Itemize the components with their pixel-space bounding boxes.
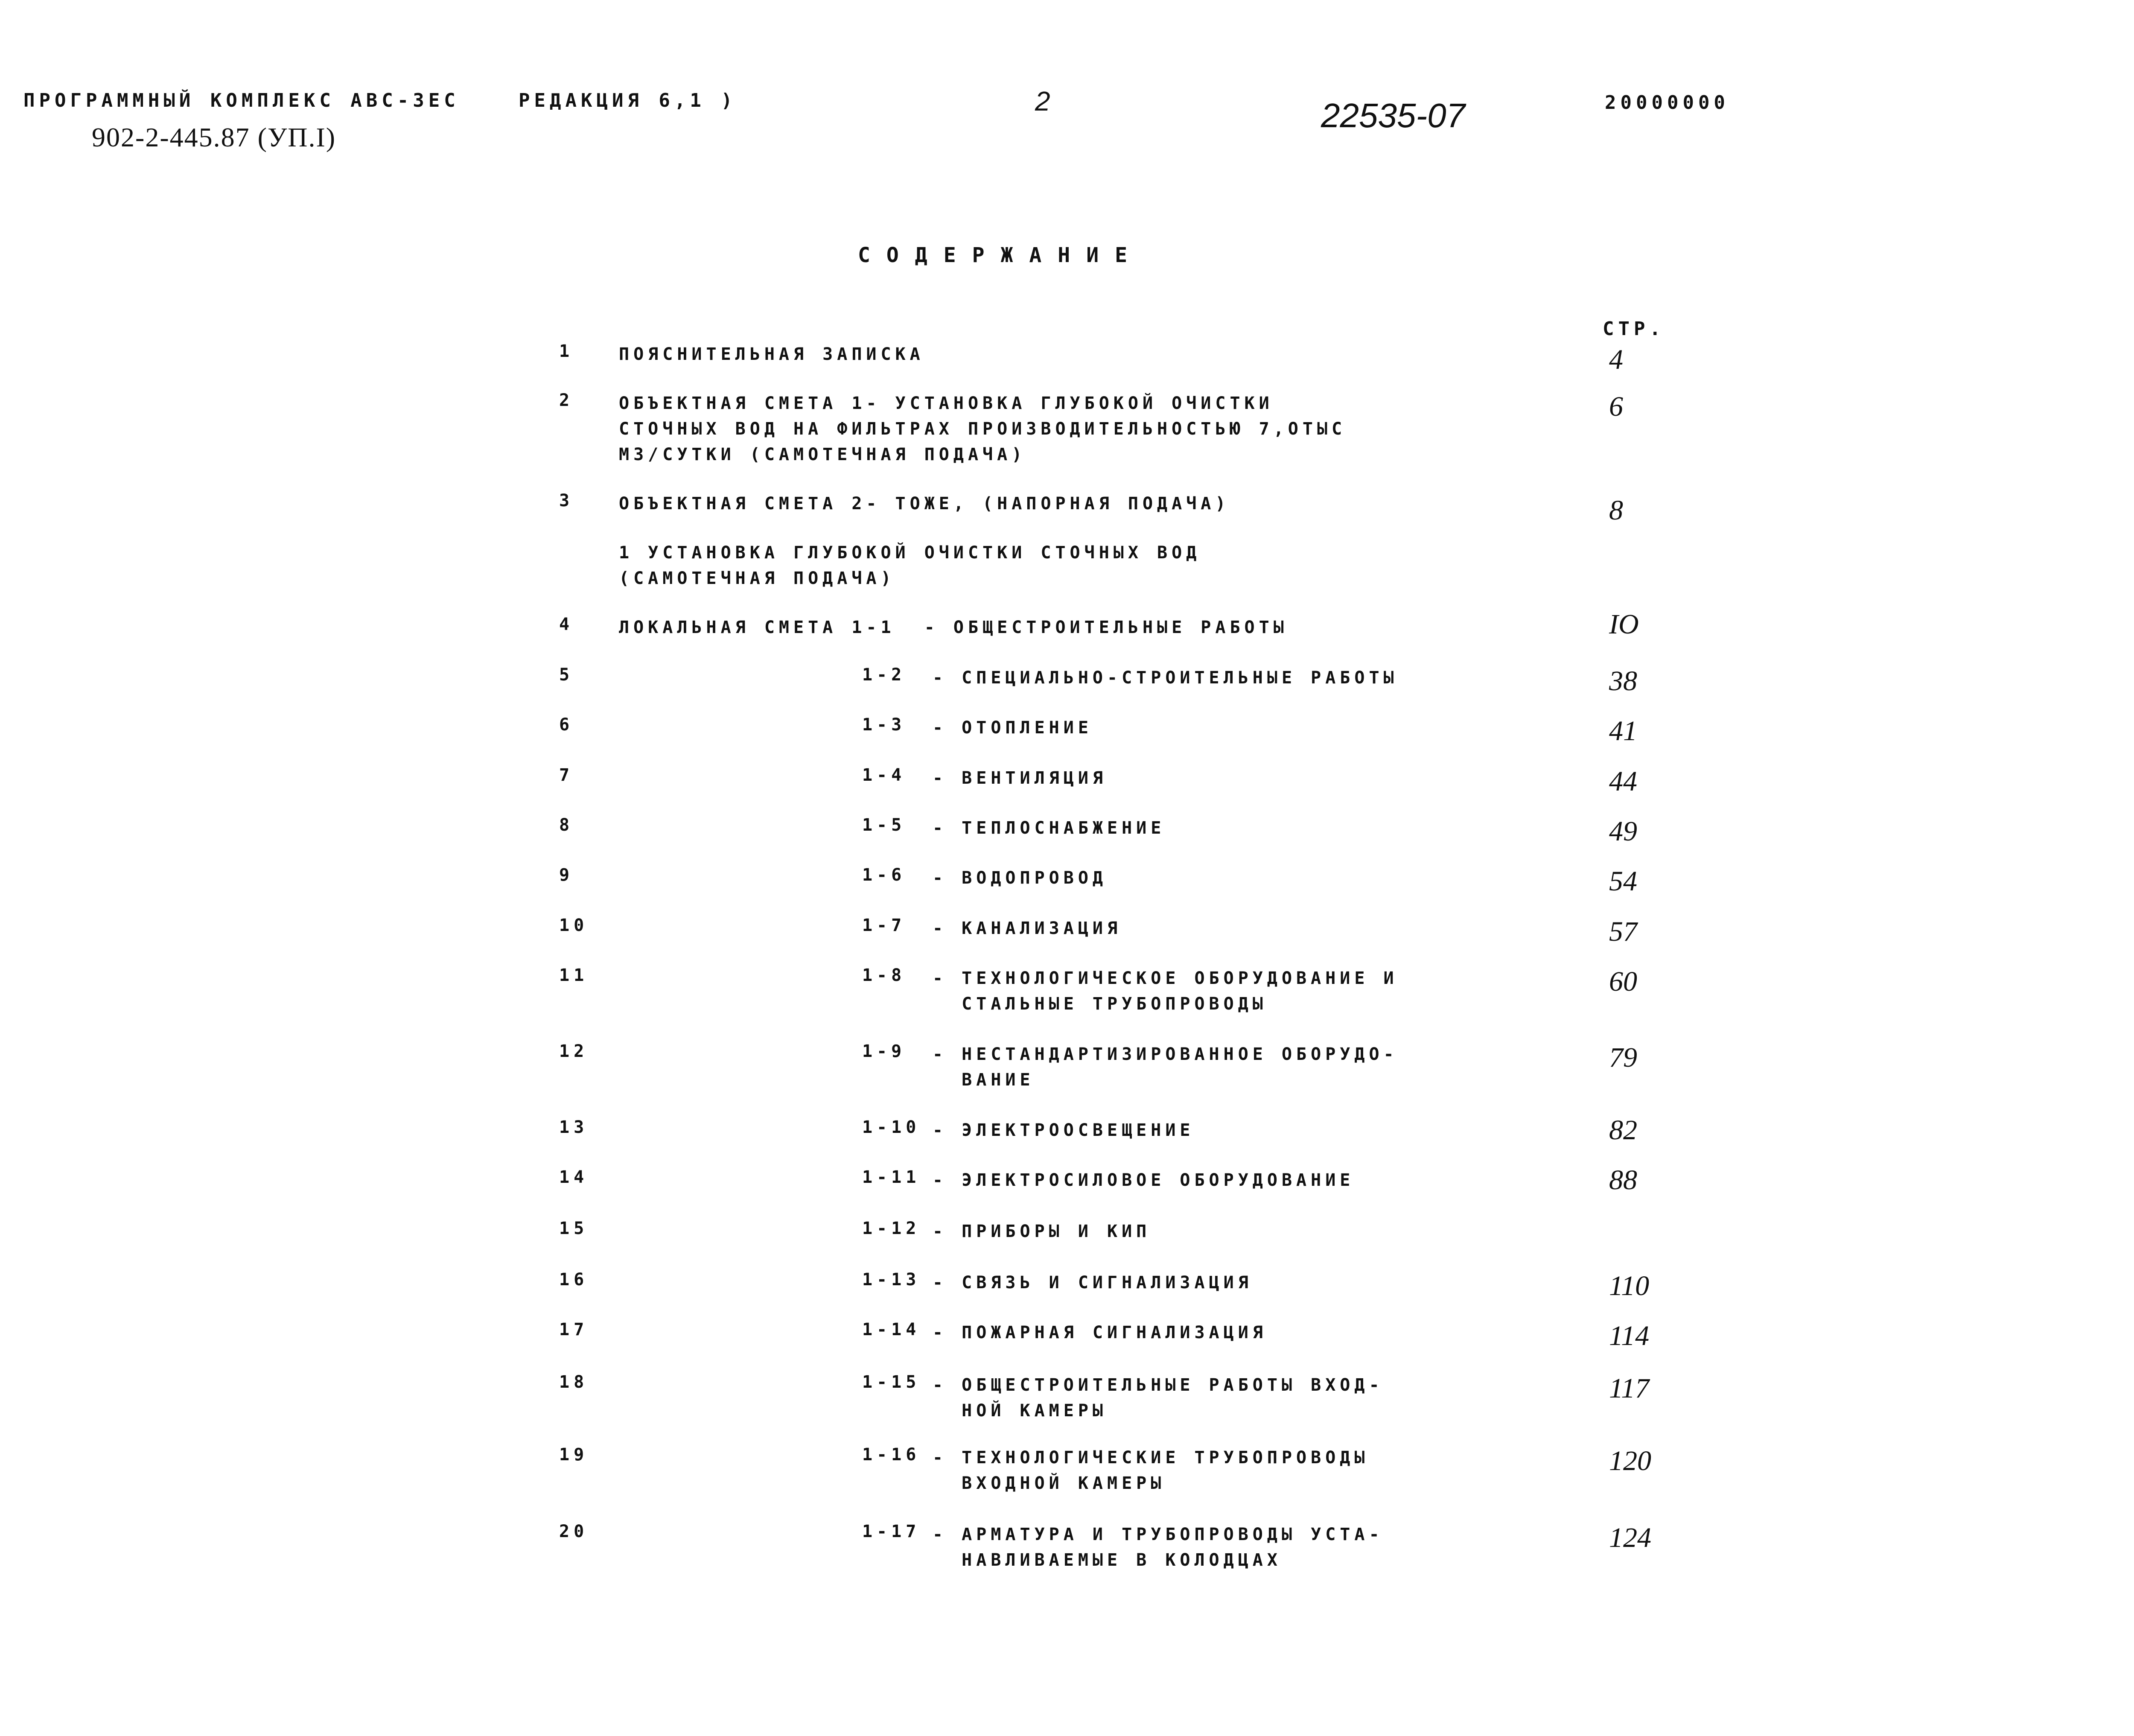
entry-code: 1-17 — [862, 1522, 921, 1541]
entry-number: 17 — [559, 1320, 589, 1339]
document-code: 20000000 — [1605, 92, 1729, 114]
entry-title: - ОБЩЕСТРОИТЕЛЬНЫЕ РАБОТЫ ВХОД- НОЙ КАМЕРЫ — [933, 1375, 1384, 1421]
entry-code: 1-13 — [862, 1270, 921, 1290]
entry-number: 16 — [559, 1270, 589, 1290]
entry-number: 9 — [559, 865, 574, 885]
entry-title: ЛОКАЛЬНАЯ СМЕТА 1-1 - ОБЩЕСТРОИТЕЛЬНЫЕ РАБОТЫ — [619, 618, 1288, 637]
entry-number: 13 — [559, 1117, 589, 1137]
entry-code: 1-10 — [862, 1117, 921, 1137]
entry-page: 79 — [1609, 1042, 1637, 1073]
entry-page: 60 — [1609, 966, 1637, 997]
entry-number: 5 — [559, 665, 574, 685]
entry-title: ОБЪЕКТНАЯ СМЕТА 1- УСТАНОВКА ГЛУБОКОЙ ОЧИСТКИ СТОЧНЫХ ВОД НА ФИЛЬТРАХ ПРОИЗВОДИТЕЛЬНОСТЬЮ 7,ОТЫС М3/СУТКИ (САМОТЕЧНАЯ ПОДАЧА) — [619, 394, 1347, 464]
entry-title: - КАНАЛИЗАЦИЯ — [933, 919, 1122, 938]
entry-code: 1-15 — [862, 1372, 921, 1392]
entry-code: 1-16 — [862, 1445, 921, 1465]
entry-page: 88 — [1609, 1164, 1637, 1196]
entry-code: 1-11 — [862, 1167, 921, 1187]
entry-page: 117 — [1609, 1373, 1650, 1404]
edition-label: РЕДАКЦИЯ 6,1 ) — [519, 90, 737, 111]
entry-title: ПОЯСНИТЕЛЬНАЯ ЗАПИСКА — [619, 344, 924, 364]
entry-number: 20 — [559, 1522, 589, 1541]
entry-title: - ТЕХНОЛОГИЧЕСКОЕ ОБОРУДОВАНИЕ И СТАЛЬНЫЕ ТРУБОПРОВОДЫ — [933, 969, 1398, 1014]
entry-number: 7 — [559, 765, 574, 785]
entry-title: ОБЪЕКТНАЯ СМЕТА 2- ТОЖЕ, (НАПОРНАЯ ПОДАЧА) — [619, 494, 1230, 514]
entry-code: 1-3 — [862, 715, 906, 735]
entry-number: 2 — [559, 391, 574, 410]
entry-number: 8 — [559, 815, 574, 835]
entry-number: 4 — [559, 615, 574, 634]
entry-title: - ПОЖАРНАЯ СИГНАЛИЗАЦИЯ — [933, 1323, 1267, 1342]
entry-code: 1-6 — [862, 865, 906, 885]
entry-page: 38 — [1609, 665, 1637, 697]
entry-page: 114 — [1609, 1320, 1650, 1351]
entry-number: 6 — [559, 715, 574, 735]
entry-number: 15 — [559, 1219, 589, 1238]
entry-page: 44 — [1609, 766, 1637, 797]
entry-code: 1-4 — [862, 765, 906, 785]
entry-number: 11 — [559, 966, 589, 985]
entry-title: - СПЕЦИАЛЬНО-СТРОИТЕЛЬНЫЕ РАБОТЫ — [933, 668, 1398, 688]
entry-page: 8 — [1609, 495, 1623, 526]
entry-page: 110 — [1609, 1270, 1650, 1301]
entry-code: 1-8 — [862, 966, 906, 985]
entry-title: - СВЯЗЬ И СИГНАЛИЗАЦИЯ — [933, 1273, 1253, 1293]
entry-page: 4 — [1609, 344, 1623, 375]
entry-number: 14 — [559, 1167, 589, 1187]
entry-number: 18 — [559, 1372, 589, 1392]
entry-number: 12 — [559, 1042, 589, 1061]
document-number: 22535-07 — [1321, 96, 1466, 134]
entry-code: 1-7 — [862, 916, 906, 935]
entry-page: 49 — [1609, 816, 1637, 847]
entry-title: - ОТОПЛЕНИЕ — [933, 718, 1093, 738]
entry-title: - ВЕНТИЛЯЦИЯ — [933, 768, 1107, 788]
program-name: ПРОГРАММНЫЙ КОМПЛЕКС АВС-3ЕС — [23, 90, 460, 111]
entry-code: 1-2 — [862, 665, 906, 685]
page-column-header: СТР. — [1603, 318, 1665, 340]
entry-page: IO — [1609, 609, 1639, 640]
entry-code: 1-14 — [862, 1320, 921, 1339]
entry-page: 124 — [1609, 1522, 1651, 1553]
entry-title: - ВОДОПРОВОД — [933, 868, 1107, 888]
section-title: 1 УСТАНОВКА ГЛУБОКОЙ ОЧИСТКИ СТОЧНЫХ ВОД (САМОТЕЧНАЯ ПОДАЧА) — [619, 543, 1201, 588]
page-title: СОДЕРЖАНИЕ — [858, 243, 1143, 267]
entry-title: - ЭЛЕКТРООСВЕЩЕНИЕ — [933, 1120, 1195, 1140]
entry-number: 1 — [559, 341, 574, 361]
entry-title: - АРМАТУРА И ТРУБОПРОВОДЫ УСТА- НАВЛИВАЕМЫЕ В КОЛОДЦАХ — [933, 1525, 1384, 1570]
entry-title: - ТЕХНОЛОГИЧЕСКИЕ ТРУБОПРОВОДЫ ВХОДНОЙ КАМЕРЫ — [933, 1448, 1369, 1493]
entry-title: - ЭЛЕКТРОСИЛОВОЕ ОБОРУДОВАНИЕ — [933, 1170, 1355, 1190]
entry-number: 10 — [559, 916, 589, 935]
entry-page: 6 — [1609, 391, 1623, 422]
entry-page: 57 — [1609, 916, 1637, 947]
entry-title: - НЕСТАНДАРТИЗИРОВАННОЕ ОБОРУДО- ВАНИЕ — [933, 1045, 1398, 1090]
entry-code: 1-9 — [862, 1042, 906, 1061]
entry-title: - ТЕПЛОСНАБЖЕНИЕ — [933, 818, 1166, 838]
project-code: 902-2-445.87 (УП.I) — [92, 122, 336, 152]
entry-page: 120 — [1609, 1445, 1651, 1476]
entry-page: 82 — [1609, 1115, 1637, 1146]
entry-number: 3 — [559, 491, 574, 511]
entry-code: 1-12 — [862, 1219, 921, 1238]
entry-page: 41 — [1609, 715, 1637, 747]
entry-code: 1-5 — [862, 815, 906, 835]
entry-title: - ПРИБОРЫ И КИП — [933, 1222, 1151, 1241]
sheet-page-number: 2 — [1035, 86, 1050, 117]
entry-page: 54 — [1609, 866, 1637, 897]
entry-number: 19 — [559, 1445, 589, 1465]
